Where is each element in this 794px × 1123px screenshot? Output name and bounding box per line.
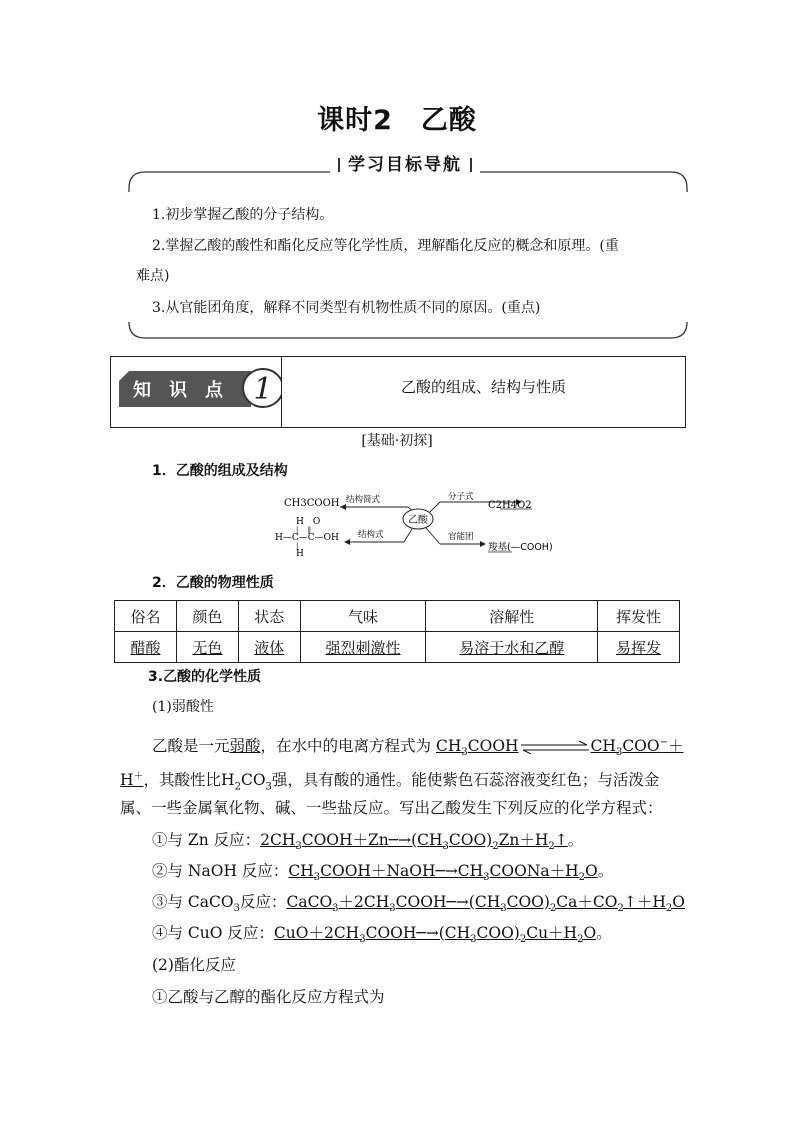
table-header: 挥发性 bbox=[598, 601, 680, 632]
reversible-arrow-icon bbox=[519, 740, 591, 754]
knowledge-badge-area bbox=[111, 357, 282, 427]
knowledge-number: 1 bbox=[253, 372, 273, 407]
svg-text:H: H bbox=[296, 549, 304, 559]
section-1-heading: 1．乙酸的组成及结构 bbox=[152, 463, 288, 479]
knowledge-badge-label: 知 识 点 bbox=[133, 380, 223, 401]
knowledge-tag: [基础·初探] bbox=[361, 433, 433, 449]
table-header: 溶解性 bbox=[426, 601, 598, 632]
diagram-center: 乙酸 bbox=[408, 515, 428, 526]
functional-group: 羧基(—COOH) bbox=[488, 542, 553, 553]
paragraph-line-3: 属、一些金属氧化物、碱、一些盐反应。写出乙酸发生下列反应的化学方程式： bbox=[120, 799, 663, 817]
section-3-heading: 3.乙酸的化学性质 bbox=[148, 669, 262, 685]
functional-group-label: 官能团 bbox=[448, 532, 474, 542]
table-header-row bbox=[115, 601, 680, 632]
table-row bbox=[115, 632, 680, 663]
reaction-caco3: ③与 CaCO$_3$反应：$CaCO_3+2CH_3COOH─\to(CH_3COO)_2Ca+CO_2↑+H_2O$ bbox=[152, 893, 685, 915]
goal-item-2-cont: 难点) bbox=[136, 268, 170, 284]
molecular-formula-label: 分子式 bbox=[448, 492, 474, 502]
table-cell: 无色 bbox=[192, 638, 223, 657]
table-header: 气味 bbox=[300, 601, 426, 632]
table-cell: 强烈刺激性 bbox=[325, 638, 401, 657]
table-cell: 液体 bbox=[254, 638, 285, 657]
structural-formula-label: 结构式 bbox=[358, 530, 384, 540]
esterification-line: ①乙酸与乙醇的酯化反应方程式为 bbox=[152, 988, 385, 1006]
goal-item-3: 3.从官能团角度，解释不同类型有机物性质不同的原因。(重点) bbox=[152, 300, 541, 316]
table-cell: 易溶于水和乙醇 bbox=[459, 638, 565, 657]
table-cell: 易挥发 bbox=[616, 638, 662, 657]
molecular-formula: C2H4O2 bbox=[488, 500, 532, 511]
goals-heading: 学习目标导航 bbox=[330, 152, 480, 178]
knowledge-topic: 乙酸的组成、结构与性质 bbox=[400, 378, 566, 396]
paragraph-line-2: H＋，其酸性比$H_2CO_3$强，具有酸的通性。能使紫色石蕊溶液变红色；与活泼金 bbox=[120, 771, 660, 793]
paragraph-line-1: 乙酸是一元弱酸，在水中的电离方程式为 $CH_3COOH$ $CH_3COO^-+$ bbox=[152, 737, 684, 759]
simple-formula: CH3COOH bbox=[284, 498, 340, 509]
svg-text:|: | bbox=[296, 542, 299, 550]
reaction-zinc: ①与 Zn 反应：$2CH_3COOH+Zn─\to(CH_3COO)_2Zn+H_2↑$。 bbox=[152, 831, 584, 853]
svg-text:H—C—C—OH: H—C—C—OH bbox=[275, 533, 339, 543]
svg-text:H O: H O bbox=[296, 517, 321, 527]
goal-item-1: 1.初步掌握乙酸的分子结构。 bbox=[152, 207, 334, 223]
subsection-weak-acid: (1)弱酸性 bbox=[152, 699, 214, 715]
svg-text:| ‖: | ‖ bbox=[296, 526, 312, 534]
page-title: 课时2 乙酸 bbox=[317, 105, 477, 136]
simple-formula-label: 结构简式 bbox=[346, 495, 381, 505]
subsection-esterification: (2)酯化反应 bbox=[152, 956, 236, 974]
table-cell: 醋酸 bbox=[130, 638, 161, 657]
goal-item-2: 2.掌握乙酸的酸性和酯化反应等化学性质，理解酯化反应的概念和原理。(重 bbox=[152, 238, 619, 254]
table-header: 俗名 bbox=[115, 601, 177, 632]
acetic-acid-structure-diagram bbox=[270, 488, 560, 560]
knowledge-point-box bbox=[110, 356, 686, 428]
reaction-naoh: ②与 NaOH 反应：$CH_3COOH+NaOH─\to CH_3COONa+H_2O$。 bbox=[152, 862, 614, 884]
reaction-cuo: ④与 CuO 反应：$CuO+2CH_3COOH─\to(CH_3COO)_2Cu+H_2O$。 bbox=[152, 924, 612, 946]
table-header: 状态 bbox=[238, 601, 300, 632]
physical-properties-table bbox=[114, 600, 680, 663]
knowledge-badge bbox=[111, 357, 281, 427]
table-header: 颜色 bbox=[176, 601, 238, 632]
section-2-heading: 2．乙酸的物理性质 bbox=[152, 575, 274, 591]
